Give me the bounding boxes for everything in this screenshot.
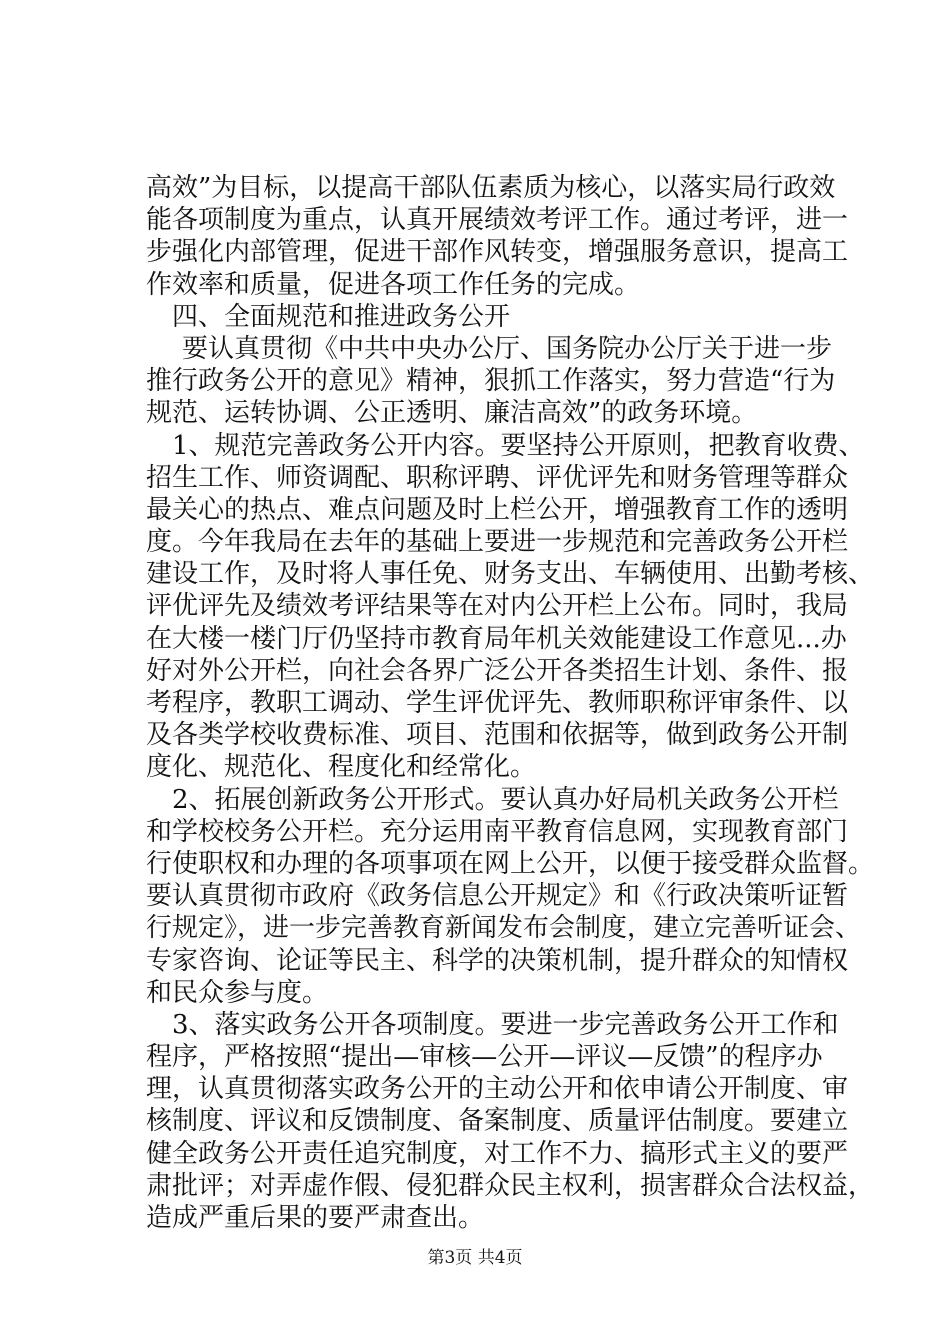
body-line: 造成严重后果的要严肃查出。 bbox=[146, 1203, 485, 1233]
body-line: 核制度、评议和反馈制度、备案制度、质量评估制度。要建立 bbox=[146, 1106, 849, 1137]
body-line: 程序，严格按照“提出—审核—公开—评议—反馈”的程序办 bbox=[146, 1042, 823, 1073]
page-number-footer: 第3页 共4页 bbox=[427, 1248, 523, 1268]
body-line: 行使职权和办理的各项事项在网上公开，以便于接受群众监督。 bbox=[146, 848, 875, 879]
body-line: 好对外公开栏，向社会各界广泛公开各类招生计划、条件、报 bbox=[146, 655, 849, 686]
body-line: 和民众参与度。 bbox=[146, 977, 329, 1008]
body-line: 高效”为目标，以提高干部队伍素质为核心，以落实局行政效 bbox=[146, 173, 836, 203]
body-line: 最关心的热点、难点问题及时上栏公开，增强教育工作的透明 bbox=[146, 494, 849, 525]
body-line: 步强化内部管理，促进干部作风转变，增强服务意识，提高工 bbox=[146, 237, 849, 268]
document-body bbox=[146, 172, 875, 1234]
body-line: 专家咨询、论证等民主、科学的决策机制，提升群众的知情权 bbox=[146, 945, 849, 976]
body-line: 行规定》，进一步完善教育新闻发布会制度，建立完善听证会、 bbox=[146, 913, 862, 944]
body-line: 要认真贯彻市政府《政务信息公开规定》和《行政决策听证暂 bbox=[146, 881, 849, 912]
body-line: 1、规范完善政务公开内容。要坚持公开原则，把教育收费、 bbox=[172, 430, 865, 461]
body-line: 推行政务公开的意见》精神，狠抓工作落实，努力营造“行为 bbox=[146, 366, 836, 397]
body-line: 能各项制度为重点，认真开展绩效考评工作。通过考评，进一 bbox=[146, 205, 849, 236]
body-line: 评优评先及绩效考评结果等在对内公开栏上公布。同时，我局 bbox=[146, 591, 849, 622]
body-line: 3、落实政务公开各项制度。要进一步完善政务公开工作和 bbox=[172, 1009, 839, 1040]
section-heading: 四、全面规范和推进政务公开 bbox=[172, 301, 511, 332]
body-line: 在大楼一楼门厅仍坚持市教育局年机关效能建设工作意见...办 bbox=[146, 623, 847, 654]
body-line: 和学校校务公开栏。充分运用南平教育信息网，实现教育部门 bbox=[146, 816, 849, 847]
body-line: 考程序，教职工调动、学生评优评先、教师职称评审条件、以 bbox=[146, 688, 849, 718]
body-line: 作效率和质量，促进各项工作任务的完成。 bbox=[146, 269, 641, 300]
body-line: 招生工作、师资调配、职称评聘、评优评先和财务管理等群众 bbox=[146, 462, 849, 493]
body-line: 建设工作，及时将人事任免、财务支出、车辆使用、出勤考核、 bbox=[146, 559, 875, 590]
body-line: 健全政务公开责任追究制度，对工作不力、搞形式主义的要严 bbox=[146, 1138, 849, 1169]
body-line: 理，认真贯彻落实政务公开的主动公开和依申请公开制度、审 bbox=[146, 1074, 849, 1105]
body-line: 度。今年我局在去年的基础上要进一步规范和完善政务公开栏 bbox=[146, 527, 849, 558]
body-line: 要认真贯彻《中共中央办公厅、国务院办公厅关于进一步 bbox=[182, 333, 833, 364]
body-line: 规范、运转协调、公正透明、廉洁高效”的政务环境。 bbox=[146, 398, 758, 429]
body-line: 度化、规范化、程度化和经常化。 bbox=[146, 752, 537, 783]
body-line: 肃批评；对弄虚作假、侵犯群众民主权利，损害群众合法权益， bbox=[146, 1170, 875, 1201]
body-line: 及各类学校收费标准、项目、范围和依据等，做到政务公开制 bbox=[146, 720, 849, 751]
body-line: 2、拓展创新政务公开形式。要认真办好局机关政务公开栏 bbox=[172, 784, 839, 815]
